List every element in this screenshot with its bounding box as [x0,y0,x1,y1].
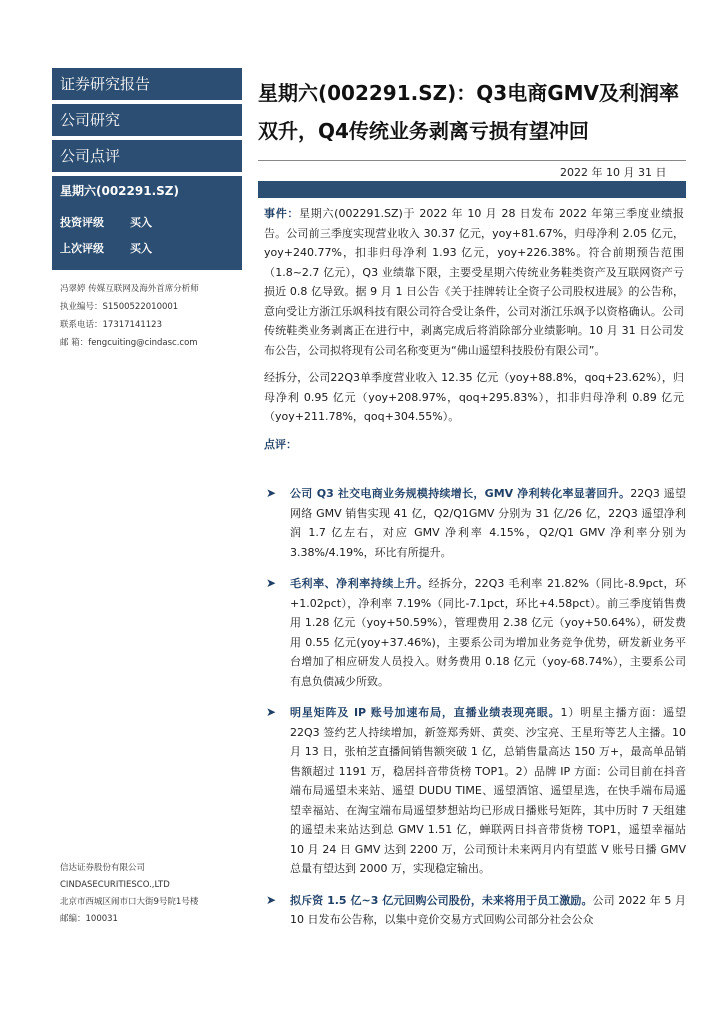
bullet-text: 22Q3 遥望网络 GMV 销售实现 41 亿，Q2/Q1GMV 分别为 31 亿/26 亿，22Q3 遥望净利润 1.7 亿左右，对应 GMV 净利率 4.15%，Q2/Q1 GMV 净利率分别为 3.38%/4.19%，环比有所提升。 [290,487,686,559]
list-item [264,484,686,562]
list-item [264,574,686,691]
bullet-text: 1）明星主播方面：遥望 22Q3 签约艺人持续增加，新签郑秀妍、黄奕、沙宝亮、王星珩等艺人主播。10 月 13 日，张柏芝直播间销售额突破 1 亿，总销售量高达 150 万+，最高单品销售额超过 1191 万，稳居抖音带货榜 TOP1。2）品牌 IP 方面：公司目前在抖音端布局遥望未来站、遥望 DUDU TIME、遥望酒馆、遥望星选，在快手端布局遥望幸福站、在淘宝端布局遥望梦想站均已形成日播账号矩阵，其中历时 7 天组建的遥望未来站达到总 GMV 1.51 亿，蝉联两日抖音带货榜 TOP1，遥望幸福站 10 月 24 日 GMV 达到 2200 万，公司预计未来两月内有望蓝 V 账号日播 GMV 总量有望达到 2000 万，实现稳定输出。 [290,706,687,875]
page-title: 星期六(002291.SZ)：Q3电商GMV及利润率双升，Q4传统业务剥离亏损有望冲回 [258,81,679,143]
arrow-icon: ➤ [266,486,277,500]
report-subtype: 公司点评 [52,140,242,172]
firm-postcode: 邮编：100031 [60,914,118,924]
bullet-text: 经拆分，22Q3 毛利率 21.82%（同比-8.9pct，环+1.02pct），净利率 7.19%（同比-7.1pct，环比+4.58pct）。前三季度销售费用 1.28 亿元（yoy+50.59%），管理费用 2.38 亿元（yoy+50.64%），研发费用 0.55 亿元(yoy+37.46%)，主要系公司为增加业务竞争优势，研发新业务平台增加了相应研发人员投入。财务费用 0.18 亿元（yoy-68.74%），主要系公司有息负债减少所致。 [290,577,687,688]
event-paragraph [264,204,684,360]
list-item [264,891,686,930]
rating-value: 买入 [130,216,152,229]
prev-rating-label: 上次评级 [60,242,104,255]
analyst-phone: 联系电话：17317141123 [60,320,162,330]
split-paragraph: 经拆分，公司22Q3单季度营业收入 12.35 亿元（yoy+88.8%，qoq+23.62%），归母净利 0.95 亿元（yoy+208.97%，qoq+295.83%），扣非归母净利 0.89 亿元（yoy+211.78%，qoq+304.55%）。 [264,371,684,423]
analyst-info [52,270,242,352]
sidebar [52,68,242,940]
event-text: 星期六(002291.SZ)于 2022 年 10 月 28 日发布 2022 年第三季度业绩报告。公司前三季度实现营业收入 30.37 亿元，yoy+81.67%，归母净利 2.05 亿元，yoy+240.77%，扣非归母净利 1.93 亿元，yoy+226.38%。符合前期预告范围（1.8~2.7 亿元），Q3 业绩靠下限，主要受星期六传统业务鞋类资产及互联网资产亏损近 0.8 亿导致。据 9 月 1 日公告《关于挂牌转让全资子公司股权进展》的公告称，意向受让方浙江乐飒科技有限公司符合受让条件，公司对浙江乐飒予以资格确认。公司传统鞋类业务剥离正在进行中，剥离完成后将消除部分业绩影响。10 月 31 日公司发布公告，公司拟将现有公司名称变更为“佛山遥望科技股份有限公司”。 [264,207,685,357]
arrow-icon: ➤ [266,705,277,719]
bullet-list [264,484,686,942]
header-band [258,181,686,198]
bullet-text: 公司 2022 年 5 月 10 日发布公告称，以集中竞价交易方式回购公司部分社会公众 [290,893,686,926]
divider [258,160,686,161]
analyst-license: 执业编号：S1500522010001 [60,302,179,312]
arrow-icon: ➤ [266,892,277,907]
rating-label: 投资评级 [60,216,104,229]
rating-box [52,206,242,270]
firm-name: 信达证券股份有限公司 [60,863,146,873]
prev-rating-value: 买入 [130,242,152,255]
bullet-heading: 毛利率、净利率持续上升。 [290,577,429,590]
analyst-email: 邮 箱：fengcuiting@cindasc.com [60,338,198,348]
bullet-heading: 公司 Q3 社交电商业务规模持续增长，GMV 净利转化率显著回升。 [290,487,631,500]
arrow-icon: ➤ [266,576,277,590]
analyst-name: 冯翠婷 传媒互联网及海外首席分析师 [60,284,199,294]
main-content [264,204,684,462]
bullet-heading: 拟斥资 1.5 亿~3 亿元回购公司股份，未来将用于员工激励。 [290,893,593,907]
event-label: 事件： [264,207,300,220]
list-item [264,703,686,879]
report-date: 2022 年 10 月 31 日 [560,166,667,179]
report-category: 证券研究报告 [52,68,242,100]
comment-label: 点评： [264,437,297,451]
report-type: 公司研究 [52,104,242,136]
company-ticker: 星期六(002291.SZ) [52,176,242,206]
bullet-heading: 明星矩阵及 IP 账号加速布局，直播业绩表现亮眼。 [290,706,561,719]
firm-address: 北京市西城区闹市口大街9号院1号楼 [60,897,199,907]
firm-info [60,860,198,928]
firm-name-en: CINDASECURITIESCO.,LTD [60,880,170,890]
